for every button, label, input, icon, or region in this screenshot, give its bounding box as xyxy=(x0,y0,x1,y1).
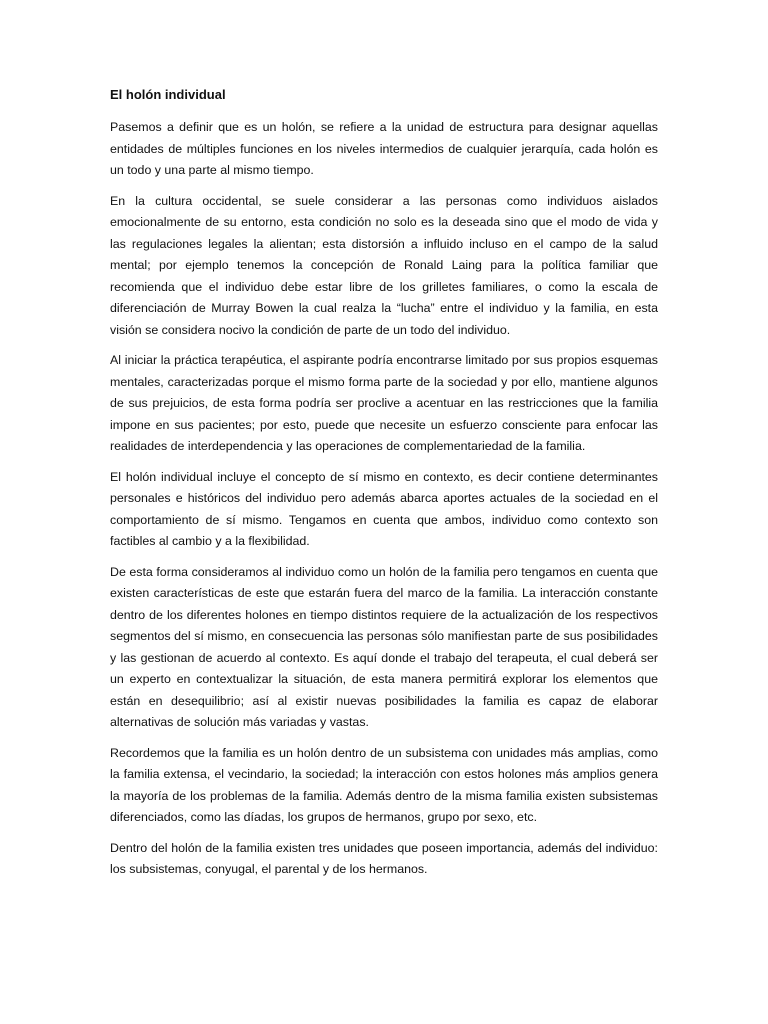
paragraph-7: Dentro del holón de la familia existen tres unidades que poseen importancia, además del individuo: los subsistemas, conyugal, el parental y de los hermanos. xyxy=(110,840,658,876)
paragraph-4: El holón individual incluye el concepto de sí mismo en contexto, es decir contiene determinantes personales e históricos del individuo pero además abarca aportes actuales de la sociedad en el comportamiento de sí mismo. Tengamos en cuenta que ambos, individuo como contexto son factibles al cambio y a la flexibilidad. xyxy=(110,469,658,548)
paragraph-2: En la cultura occidental, se suele considerar a las personas como individuos aislados emocionalmente de su entorno, esta condición no solo es la deseada sino que el modo de vida y las regulaciones legales la alientan; esta distorsión a influido incluso en el campo de la salud mental; por ejemplo tenemos la concepción de Ronald Laing para la política familiar que recomienda que el individuo debe estar libre de los grilletes familiares, o como la escala de diferenciación de Murray Bowen la cual realza la “lucha” entre el individuo y la familia, en esta visión se considera nocivo la condición de parte de un todo del individuo. xyxy=(110,193,658,337)
document-page xyxy=(110,86,658,890)
paragraph-5: De esta forma consideramos al individuo como un holón de la familia pero tengamos en cuenta que existen características de este que estarán fuera del marco de la familia. La interacción constante dentro de los diferentes holones en tiempo distintos requiere de la actualización de los respectivos segmentos del sí mismo, en consecuencia las personas sólo manifiestan parte de sus posibilidades y las gestionan de acuerdo al contexto. Es aquí donde el trabajo del terapeuta, el cual deberá ser un experto en contextualizar la situación, de esta manera permitirá explorar los elementos que están en desequilibrio; así al existir nuevas posibilidades la familia es capaz de elaborar alternativas de solución más variadas y vastas. xyxy=(110,564,658,729)
document-title: El holón individual xyxy=(110,87,226,102)
paragraph-1: Pasemos a definir que es un holón, se refiere a la unidad de estructura para designar aquellas entidades de múltiples funciones en los niveles intermedios de cualquier jerarquía, cada holón es un todo y una parte al mismo tiempo. xyxy=(110,120,658,177)
paragraph-6: Recordemos que la familia es un holón dentro de un subsistema con unidades más amplias, como la familia extensa, el vecindario, la sociedad; la interacción con estos holones más amplios genera la mayoría de los problemas de la familia. Además dentro de la misma familia existen subsistemas diferenciados, como las díadas, los grupos de hermanos, grupo por sexo, etc. xyxy=(110,745,658,824)
paragraph-3: Al iniciar la práctica terapéutica, el aspirante podría encontrarse limitado por sus propios esquemas mentales, caracterizadas porque el mismo forma parte de la sociedad y por ello, mantiene algunos de sus prejuicios, de esta forma podría ser proclive a acentuar en las restricciones que la familia impone en sus pacientes; por esto, puede que necesite un esfuerzo consciente para enfocar las realidades de interdependencia y las operaciones de complementariedad de la familia. xyxy=(110,353,658,453)
